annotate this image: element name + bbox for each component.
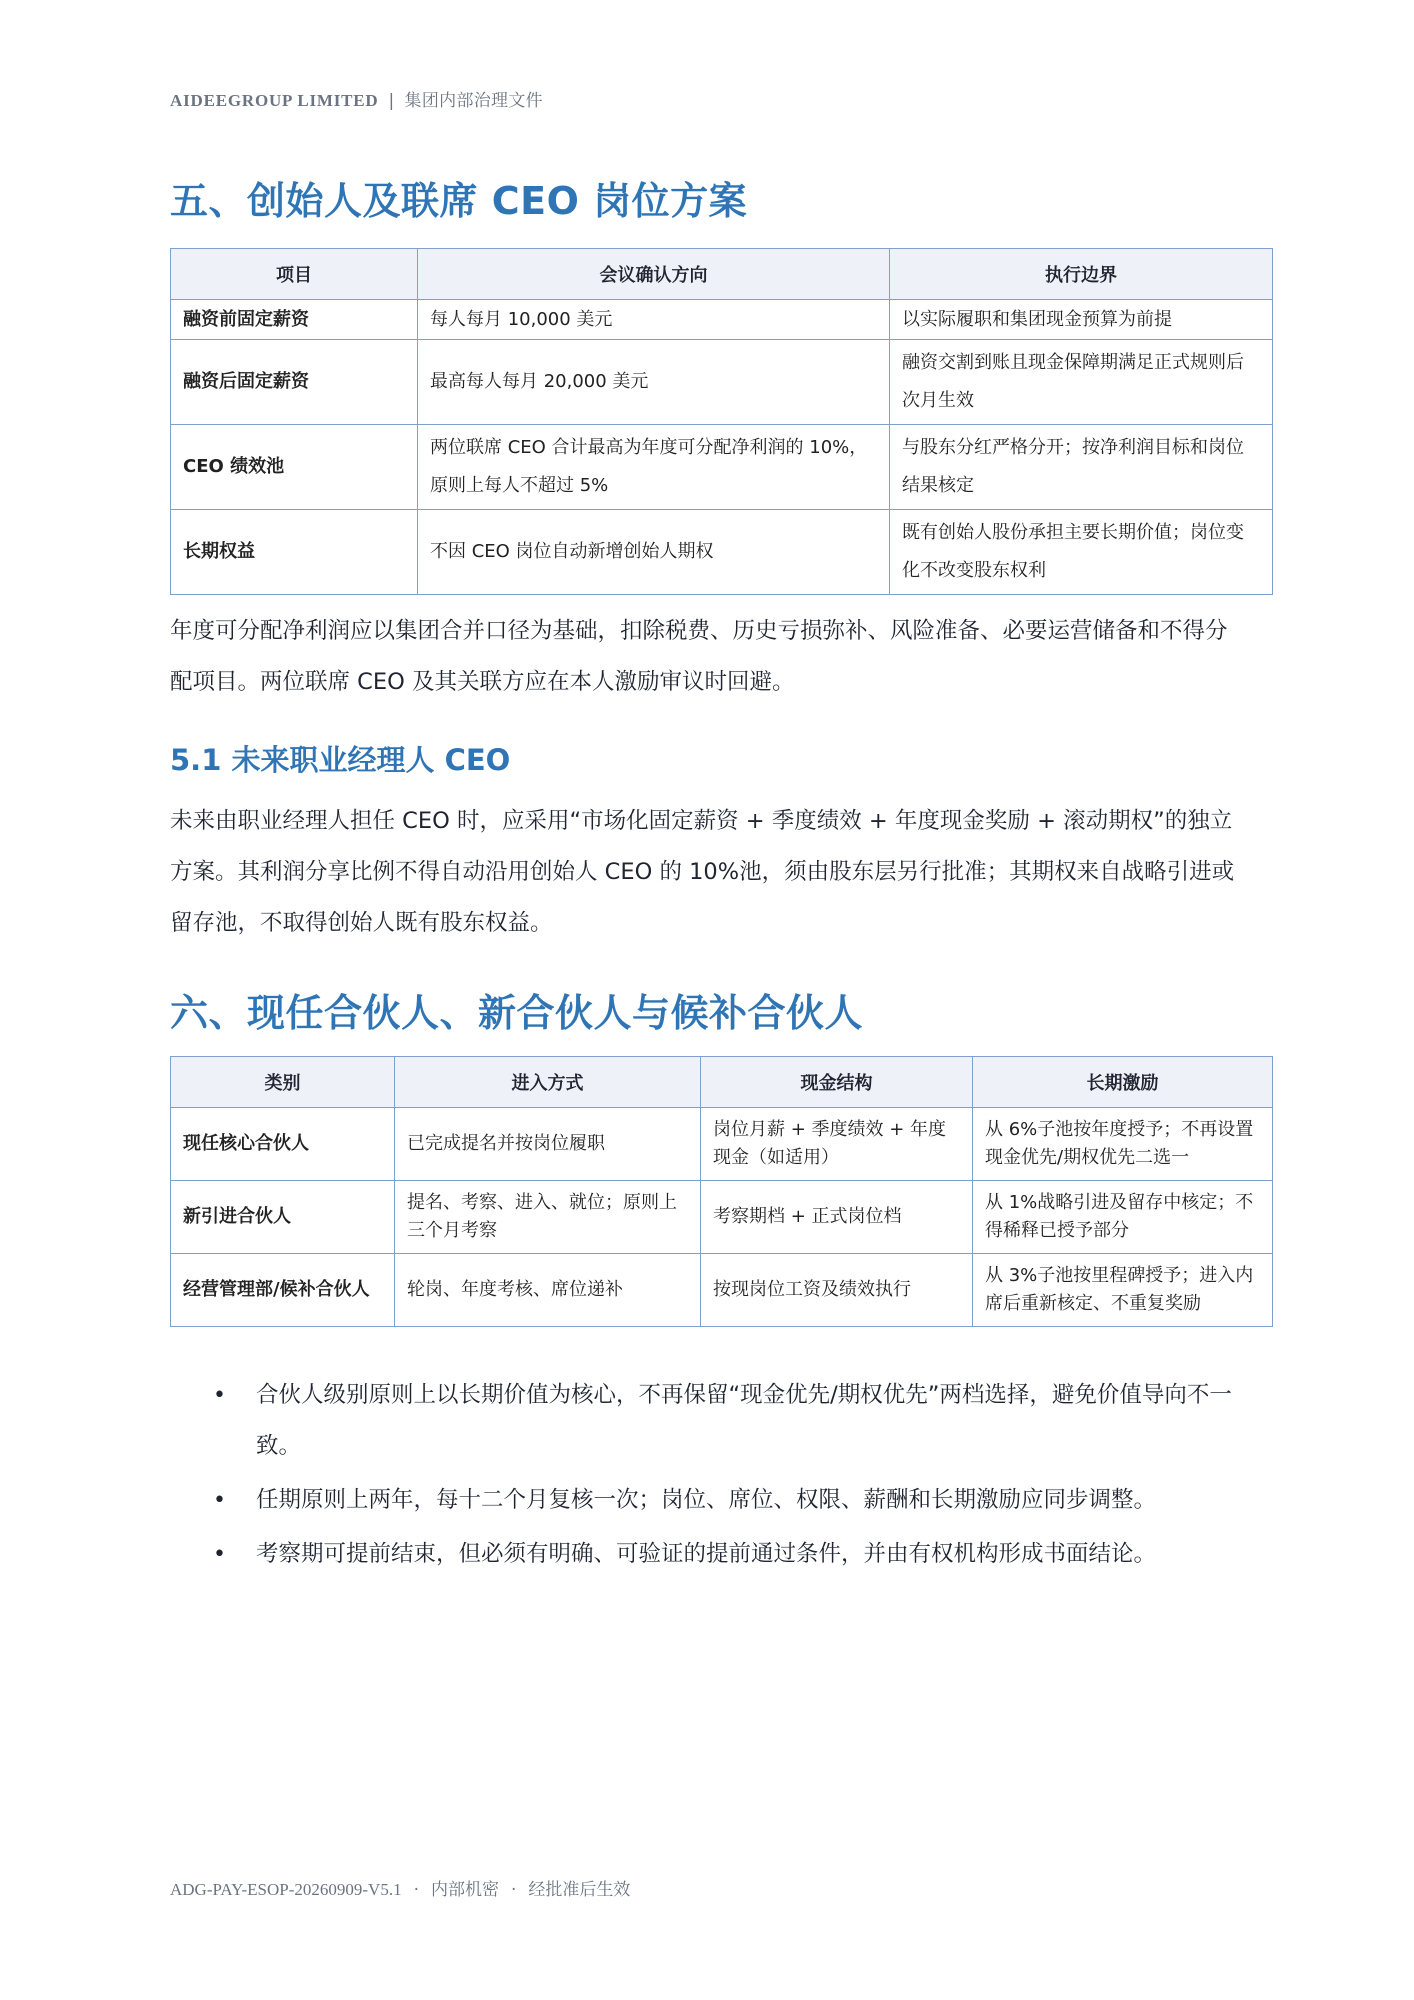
footer-separator: ·	[510, 1880, 517, 1900]
table-cell: 从 3%子池按里程碑授予；进入内席后重新核定、不重复奖励	[973, 1254, 1273, 1327]
table-cell: 与股东分红严格分开；按净利润目标和岗位结果核定	[890, 425, 1273, 510]
table-cell: 长期权益	[171, 510, 418, 595]
table-header-cell: 长期激励	[973, 1057, 1273, 1108]
table-row	[171, 1254, 1273, 1327]
table-header-cell: 类别	[171, 1057, 395, 1108]
table-header-cell: 进入方式	[395, 1057, 701, 1108]
table-row	[171, 300, 1273, 340]
list-item-text: 合伙人级别原则上以长期价值为核心，不再保留“现金优先/期权优先”两档选择，避免价值导向不一致。	[256, 1382, 1232, 1459]
table-header-cell: 现金结构	[701, 1057, 973, 1108]
table-header-cell: 执行边界	[890, 249, 1273, 300]
table-cell: 从 1%战略引进及留存中核定；不得稀释已授予部分	[973, 1181, 1273, 1254]
list-item-text: 任期原则上两年，每十二个月复核一次；岗位、席位、权限、薪酬和长期激励应同步调整。	[256, 1487, 1157, 1513]
table-header-row	[171, 1057, 1273, 1108]
table-cell: 融资前固定薪资	[171, 300, 418, 340]
table-cell: 既有创始人股份承担主要长期价值；岗位变化不改变股东权利	[890, 510, 1273, 595]
bullet-icon: •	[213, 1383, 226, 1408]
bullet-icon: •	[213, 1542, 226, 1567]
page-header	[170, 86, 543, 111]
table-cell: 两位联席 CEO 合计最高为年度可分配净利润的 10%，原则上每人不超过 5%	[418, 425, 890, 510]
table-cell: 每人每月 10,000 美元	[418, 300, 890, 340]
bullet-icon: •	[213, 1488, 226, 1513]
header-org: AIDEEGROUP LIMITED	[170, 91, 379, 110]
header-separator: |	[388, 91, 395, 111]
profit-definition-paragraph: 年度可分配净利润应以集团合并口径为基础，扣除税费、历史亏损弥补、风险准备、必要运营储备和不得分配项目。两位联席 CEO 及其关联方应在本人激励审议时回避。	[170, 618, 1228, 695]
table-cell: 融资交割到账且现金保障期满足正式规则后次月生效	[890, 340, 1273, 425]
table-cell: 从 6%子池按年度授予；不再设置现金优先/期权优先二选一	[973, 1108, 1273, 1181]
list-item	[170, 1370, 1250, 1472]
list-item	[170, 1475, 1250, 1526]
partner-table	[170, 1056, 1273, 1327]
table-cell: 经营管理部/候补合伙人	[171, 1254, 395, 1327]
table-row	[171, 340, 1273, 425]
ceo-plan-table	[170, 248, 1273, 595]
list-item	[170, 1529, 1250, 1580]
section-5-title: 五、创始人及联席 CEO 岗位方案	[170, 179, 748, 223]
subsection-5-1-title: 5.1 未来职业经理人 CEO	[170, 743, 511, 777]
table-row	[171, 1108, 1273, 1181]
table-cell: 最高每人每月 20,000 美元	[418, 340, 890, 425]
table-cell: 已完成提名并按岗位履职	[395, 1108, 701, 1181]
table-cell: 新引进合伙人	[171, 1181, 395, 1254]
section-6-title: 六、现任合伙人、新合伙人与候补合伙人	[170, 991, 864, 1035]
table-cell: 以实际履职和集团现金预算为前提	[890, 300, 1273, 340]
table-cell: 考察期档 + 正式岗位档	[701, 1181, 973, 1254]
table-cell: 提名、考察、进入、就位；原则上三个月考察	[395, 1181, 701, 1254]
footer-separator: ·	[413, 1880, 419, 1900]
page-footer	[170, 1875, 630, 1900]
table-cell: 融资后固定薪资	[171, 340, 418, 425]
table-cell: 按现岗位工资及绩效执行	[701, 1254, 973, 1327]
table-cell: 岗位月薪 + 季度绩效 + 年度现金（如适用）	[701, 1108, 973, 1181]
partner-rules-list	[170, 1370, 1250, 1580]
table-cell: 现任核心合伙人	[171, 1108, 395, 1181]
table-header-cell: 项目	[171, 249, 418, 300]
footer-confidential: 内部机密	[430, 1880, 499, 1900]
footer-effective: 经批准后生效	[528, 1880, 631, 1900]
table-cell: 不因 CEO 岗位自动新增创始人期权	[418, 510, 890, 595]
list-item-text: 考察期可提前结束，但必须有明确、可验证的提前通过条件，并由有权机构形成书面结论。	[256, 1541, 1157, 1567]
table-row	[171, 1181, 1273, 1254]
table-header-cell: 会议确认方向	[418, 249, 890, 300]
table-cell: 轮岗、年度考核、席位递补	[395, 1254, 701, 1327]
professional-ceo-paragraph: 未来由职业经理人担任 CEO 时，应采用“市场化固定薪资 + 季度绩效 + 年度现金奖励 + 滚动期权”的独立方案。其利润分享比例不得自动沿用创始人 CEO 的 10%池，须由股东层另行批准；其期权来自战略引进或留存池，不取得创始人既有股东权益。	[170, 808, 1235, 936]
table-row	[171, 425, 1273, 510]
table-header-row	[171, 249, 1273, 300]
footer-doc-code: ADG-PAY-ESOP-20260909-V5.1	[170, 1880, 402, 1899]
header-doc-type: 集团内部治理文件	[404, 91, 543, 111]
table-row	[171, 510, 1273, 595]
table-cell: CEO 绩效池	[171, 425, 418, 510]
